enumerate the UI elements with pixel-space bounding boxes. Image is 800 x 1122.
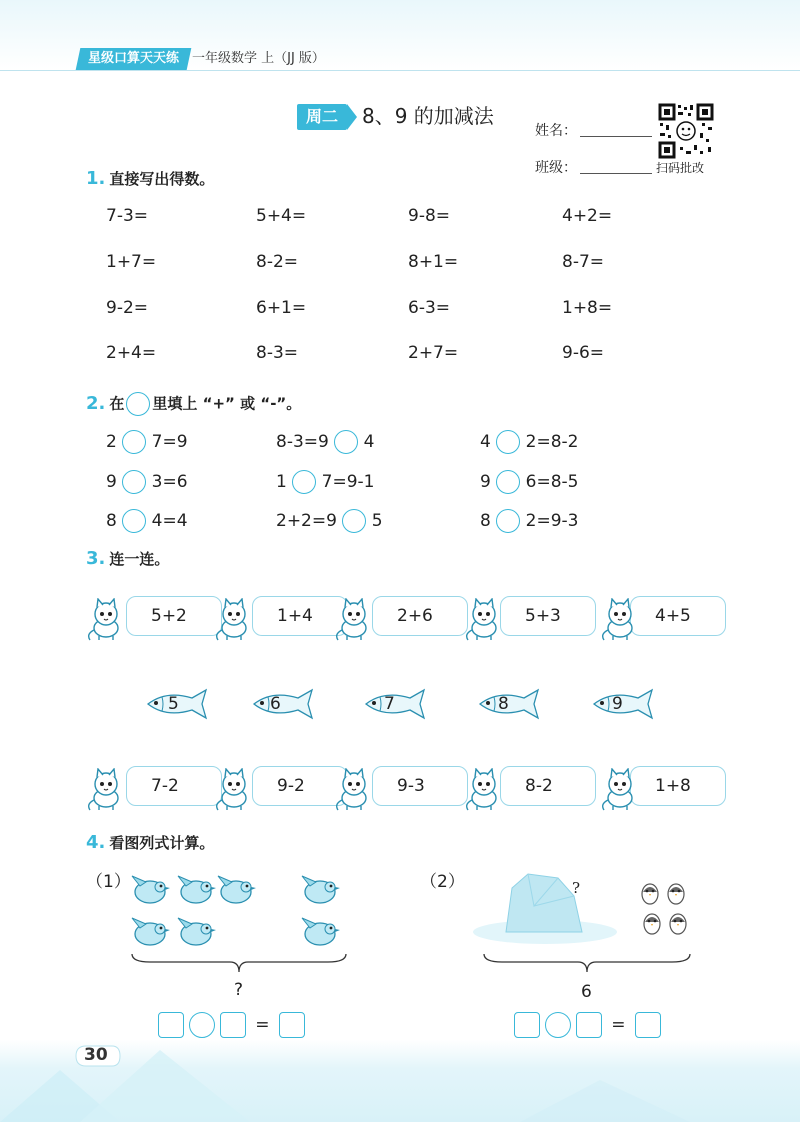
answer-box[interactable] <box>220 1012 246 1038</box>
fish-number: 5 <box>168 694 179 714</box>
answer-box[interactable] <box>514 1012 540 1038</box>
equation: 8-7= <box>562 252 605 272</box>
bird-icon <box>176 914 218 948</box>
equation: 9-6= <box>562 343 605 363</box>
expression-bubble[interactable]: 9-2 <box>252 766 348 806</box>
page-number: 30 <box>84 1045 108 1065</box>
fill-equation <box>106 430 188 454</box>
brace-label: 6 <box>581 982 592 1002</box>
brand-banner <box>76 48 192 70</box>
section-2-title-pre: 在 <box>109 394 125 413</box>
qr-caption: 扫码批改 <box>656 161 705 175</box>
answer-box[interactable] <box>158 1012 184 1038</box>
expression-bubble[interactable]: 1+8 <box>630 766 726 806</box>
bird-icon <box>300 914 342 948</box>
cat-icon <box>214 598 258 642</box>
eq-left: 2 <box>106 432 117 452</box>
operator-answer-circle[interactable] <box>122 430 146 454</box>
name-line <box>580 136 652 137</box>
cat-icon <box>334 768 378 812</box>
eq-left: 8-3=9 <box>276 432 329 452</box>
expression-bubble[interactable]: 5+3 <box>500 596 596 636</box>
equation: 9-2= <box>106 298 149 318</box>
answer-box[interactable] <box>576 1012 602 1038</box>
expression-bubble[interactable]: 5+2 <box>126 596 222 636</box>
operator-circle[interactable] <box>189 1012 215 1038</box>
class-line <box>580 173 652 174</box>
cat-icon <box>464 768 508 812</box>
eq-right: 6=8-5 <box>525 472 579 492</box>
expression-bubble[interactable]: 2+6 <box>372 596 468 636</box>
fill-equation <box>480 509 578 533</box>
section-1-number: 1. <box>86 168 106 189</box>
operator-answer-circle[interactable] <box>342 509 366 533</box>
fish-icon[interactable] <box>590 688 656 720</box>
part-1-label: （1） <box>86 872 131 892</box>
equation: 4+2= <box>562 206 613 226</box>
operator-answer-circle[interactable] <box>122 470 146 494</box>
brand-text: 星级口算天天练 <box>88 51 180 66</box>
fish-icon[interactable] <box>476 688 542 720</box>
cat-icon <box>600 598 644 642</box>
bird-icon <box>130 914 172 948</box>
header-divider <box>0 70 800 71</box>
day-tag: 周二 <box>297 104 347 130</box>
name-label: 姓名： <box>535 123 577 139</box>
equation: 2+4= <box>106 343 157 363</box>
section-1-heading <box>86 168 214 190</box>
fish-number: 9 <box>612 694 623 714</box>
penguin-icon <box>668 912 690 938</box>
expression-bubble[interactable]: 7-2 <box>126 766 222 806</box>
equation: 8+1= <box>408 252 459 272</box>
eq-left: 2+2=9 <box>276 511 337 531</box>
answer-box[interactable] <box>279 1012 305 1038</box>
equals-sign: = <box>255 1014 270 1035</box>
eq-left: 9 <box>106 472 117 492</box>
section-2-number: 2. <box>86 392 106 414</box>
eq-right: 7=9-1 <box>321 472 375 492</box>
penguin-icon <box>642 912 664 938</box>
class-label: 班级： <box>535 160 577 176</box>
bird-icon <box>216 872 258 906</box>
section-3-heading <box>86 548 169 570</box>
equals-sign: = <box>611 1014 626 1035</box>
operator-answer-circle[interactable] <box>292 470 316 494</box>
expression-bubble[interactable]: 9-3 <box>372 766 468 806</box>
section-1-title: 直接写出得数。 <box>109 170 215 188</box>
fish-number: 7 <box>384 694 395 714</box>
fish-icon[interactable] <box>250 688 316 720</box>
answer-row-1 <box>158 1012 305 1038</box>
equation: 8-3= <box>256 343 299 363</box>
page-title: 8、9 的加减法 <box>362 104 494 128</box>
bird-icon <box>300 872 342 906</box>
cat-icon <box>86 598 130 642</box>
equation: 2+7= <box>408 343 459 363</box>
section-2-title-post: 里填上 “+” 或 “-”。 <box>152 394 302 413</box>
equation: 6-3= <box>408 298 451 318</box>
section-4-heading <box>86 832 214 854</box>
cat-icon <box>600 768 644 812</box>
fill-equation <box>276 509 383 533</box>
operator-circle[interactable] <box>545 1012 571 1038</box>
answer-box[interactable] <box>635 1012 661 1038</box>
equation: 5+4= <box>256 206 307 226</box>
fill-equation <box>480 470 578 494</box>
operator-answer-circle[interactable] <box>496 509 520 533</box>
eq-left: 8 <box>106 511 117 531</box>
equation: 1+8= <box>562 298 613 318</box>
eq-left: 9 <box>480 472 491 492</box>
brace-label: ? <box>234 980 244 1000</box>
eq-right: 5 <box>371 511 383 531</box>
operator-answer-circle[interactable] <box>496 430 520 454</box>
fill-equation <box>480 430 578 454</box>
eq-right: 3=6 <box>151 472 188 492</box>
cat-icon <box>464 598 508 642</box>
eq-right: 4=4 <box>151 511 188 531</box>
equation: 9-8= <box>408 206 451 226</box>
eq-right: 4 <box>363 432 375 452</box>
answer-row-2 <box>514 1012 661 1038</box>
eq-left: 8 <box>480 511 491 531</box>
brace-icon <box>130 952 348 976</box>
operator-answer-circle[interactable] <box>334 430 358 454</box>
expression-bubble[interactable]: 4+5 <box>630 596 726 636</box>
eq-left: 4 <box>480 432 491 452</box>
section-3-title: 连一连。 <box>109 550 170 568</box>
qr-code-icon[interactable] <box>658 103 714 159</box>
cat-icon <box>214 768 258 812</box>
section-4-number: 4. <box>86 832 106 853</box>
fish-icon[interactable] <box>362 688 428 720</box>
book-subtitle: 一年级数学 上（JJ 版） <box>192 51 325 66</box>
penguin-icon <box>640 882 662 908</box>
eq-right: 2=9-3 <box>525 511 579 531</box>
section-4-title: 看图列式计算。 <box>109 834 215 852</box>
cat-icon <box>334 598 378 642</box>
section-3-number: 3. <box>86 548 106 569</box>
bird-icon <box>176 872 218 906</box>
brace-icon <box>482 952 692 976</box>
operator-answer-circle[interactable] <box>496 470 520 494</box>
fill-equation <box>106 509 188 533</box>
question-mark: ? <box>572 879 581 897</box>
expression-bubble[interactable]: 1+4 <box>252 596 348 636</box>
fish-number: 6 <box>270 694 281 714</box>
bird-icon <box>130 872 172 906</box>
fill-equation <box>276 470 374 494</box>
part-2-label: （2） <box>420 872 465 892</box>
equation: 8-2= <box>256 252 299 272</box>
answer-circle-example <box>126 392 150 416</box>
eq-left: 1 <box>276 472 287 492</box>
cat-icon <box>86 768 130 812</box>
eq-right: 2=8-2 <box>525 432 579 452</box>
penguin-icon <box>666 882 688 908</box>
section-2-heading <box>86 392 301 416</box>
operator-answer-circle[interactable] <box>122 509 146 533</box>
iceberg-icon <box>470 866 620 946</box>
fill-equation <box>276 430 374 454</box>
equation: 1+7= <box>106 252 157 272</box>
expression-bubble[interactable]: 8-2 <box>500 766 596 806</box>
equation: 7-3= <box>106 206 149 226</box>
equation: 6+1= <box>256 298 307 318</box>
fish-number: 8 <box>498 694 509 714</box>
eq-right: 7=9 <box>151 432 188 452</box>
fill-equation <box>106 470 188 494</box>
